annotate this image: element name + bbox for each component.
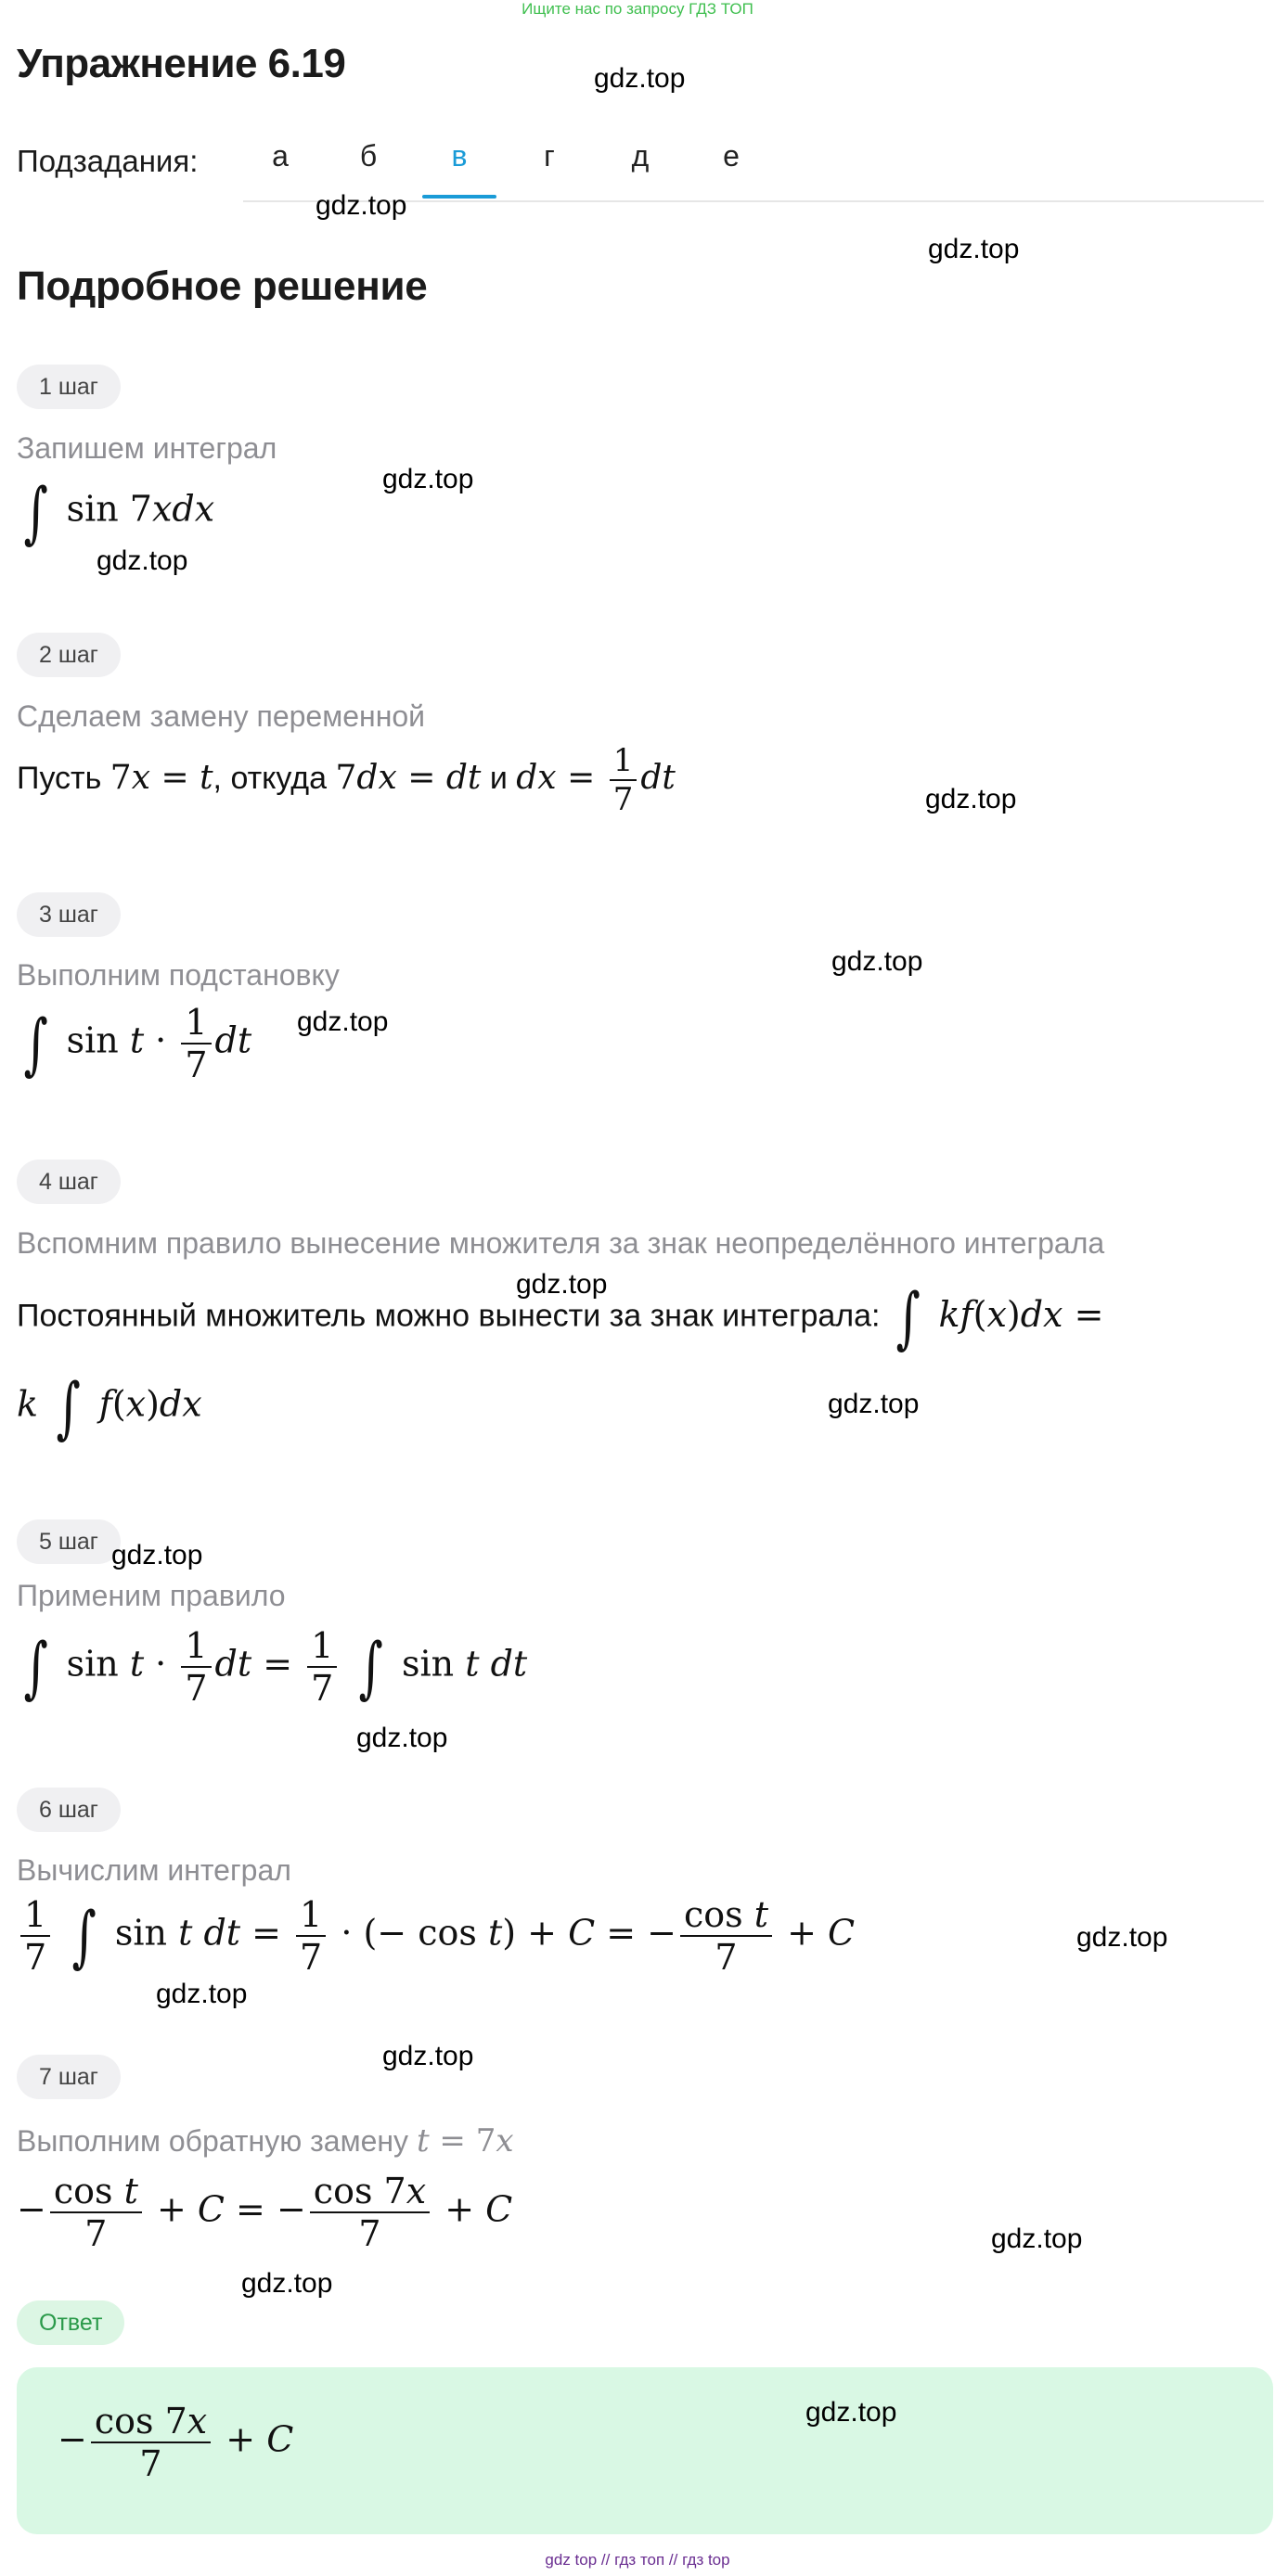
tab-v[interactable]: в	[422, 139, 496, 173]
top-banner: Ищите нас по запросу ГДЗ ТОП	[522, 0, 753, 18]
section-title: Подробное решение	[17, 263, 428, 309]
watermark: gdz.top	[382, 2041, 474, 2071]
formula-step-5: ∫ sin t · $\frac{1}{7}$ dt = $\frac{1}{7}$ ∫ sin t dt	[23, 1625, 528, 1709]
step-label-6: Вычислим интеграл	[17, 1853, 291, 1887]
watermark: gdz.top	[594, 63, 686, 94]
watermark: gdz.top	[382, 464, 474, 494]
step-pill-3: 3 шаг	[17, 892, 121, 937]
answer-pill: Ответ	[17, 2300, 124, 2345]
rule-formula: k ∫ f(x)dx	[17, 1368, 202, 1446]
step-label-1: Запишем интеграл	[17, 431, 277, 465]
watermark: gdz.top	[156, 1979, 248, 2009]
watermark: gdz.top	[111, 1540, 203, 1570]
page-title: Упражнение 6.19	[17, 41, 346, 86]
watermark: gdz.top	[991, 2224, 1083, 2254]
watermark: gdz.top	[316, 190, 407, 221]
step-pill-6: 6 шаг	[17, 1788, 121, 1832]
watermark: gdz.top	[516, 1269, 608, 1300]
watermark: gdz.top	[356, 1723, 448, 1753]
tab-a[interactable]: а	[272, 139, 289, 173]
step-label-4: Вспомним правило вынесение множителя за знак неопределённого интеграла	[17, 1226, 1105, 1260]
formula-step-7: − $\frac{\text{cos t}}{7}$ + C = − $\frac{\cos 7x}{7}$ + C	[17, 2171, 513, 2254]
watermark: gdz.top	[297, 1006, 389, 1037]
step-pill-5: 5 шаг	[17, 1519, 121, 1564]
subtasks-label: Подзадания:	[17, 144, 199, 178]
step-label-2: Сделаем замену переменной	[17, 699, 426, 733]
rule-text: Постоянный множитель можно вынести за знак интеграла: ∫ kf(x)dx =	[17, 1278, 1104, 1356]
formula-step-6: $\frac{1}{7}$ ∫ sin t dt = $\frac{1}{7}$ · (− cos t) + C = − $\frac{\text{cos t}}{7}$ + C	[17, 1894, 855, 1978]
formula-step-3: ∫ sin t · $\frac{1}{7}$ dt	[23, 1002, 252, 1085]
watermark: gdz.top	[828, 1389, 920, 1419]
formula-step-1: ∫ sin 7xdx	[23, 473, 215, 551]
tab-d[interactable]: д	[631, 139, 650, 173]
watermark: gdz.top	[928, 234, 1020, 264]
step-pill-2: 2 шаг	[17, 633, 121, 677]
answer-formula: − $\frac{\cos 7x}{7}$ + C	[58, 2401, 294, 2484]
step-label-7: Выполним обратную замену t = 7x	[17, 2122, 514, 2159]
step-pill-4: 4 шаг	[17, 1160, 121, 1204]
step-label-3: Выполним подстановку	[17, 958, 340, 992]
watermark: gdz.top	[241, 2268, 333, 2299]
tab-b[interactable]: б	[359, 139, 378, 173]
watermark: gdz.top	[1076, 1922, 1168, 1953]
watermark: gdz.top	[805, 2397, 897, 2428]
formula-step-2: Пусть 7x = t, откуда 7dx = dt и dx = $\frac{1}{7}$ dt	[17, 742, 676, 818]
watermark: gdz.top	[925, 784, 1017, 814]
tab-e[interactable]: е	[723, 139, 740, 173]
watermark: gdz.top	[831, 946, 923, 977]
step-pill-7: 7 шаг	[17, 2055, 121, 2099]
tab-g[interactable]: г	[544, 139, 555, 173]
watermark: gdz.top	[97, 545, 188, 576]
step-label-5: Применим правило	[17, 1579, 286, 1612]
step-pill-1: 1 шаг	[17, 365, 121, 409]
footer: gdz top // гдз топ // гдз top	[545, 2551, 730, 2569]
